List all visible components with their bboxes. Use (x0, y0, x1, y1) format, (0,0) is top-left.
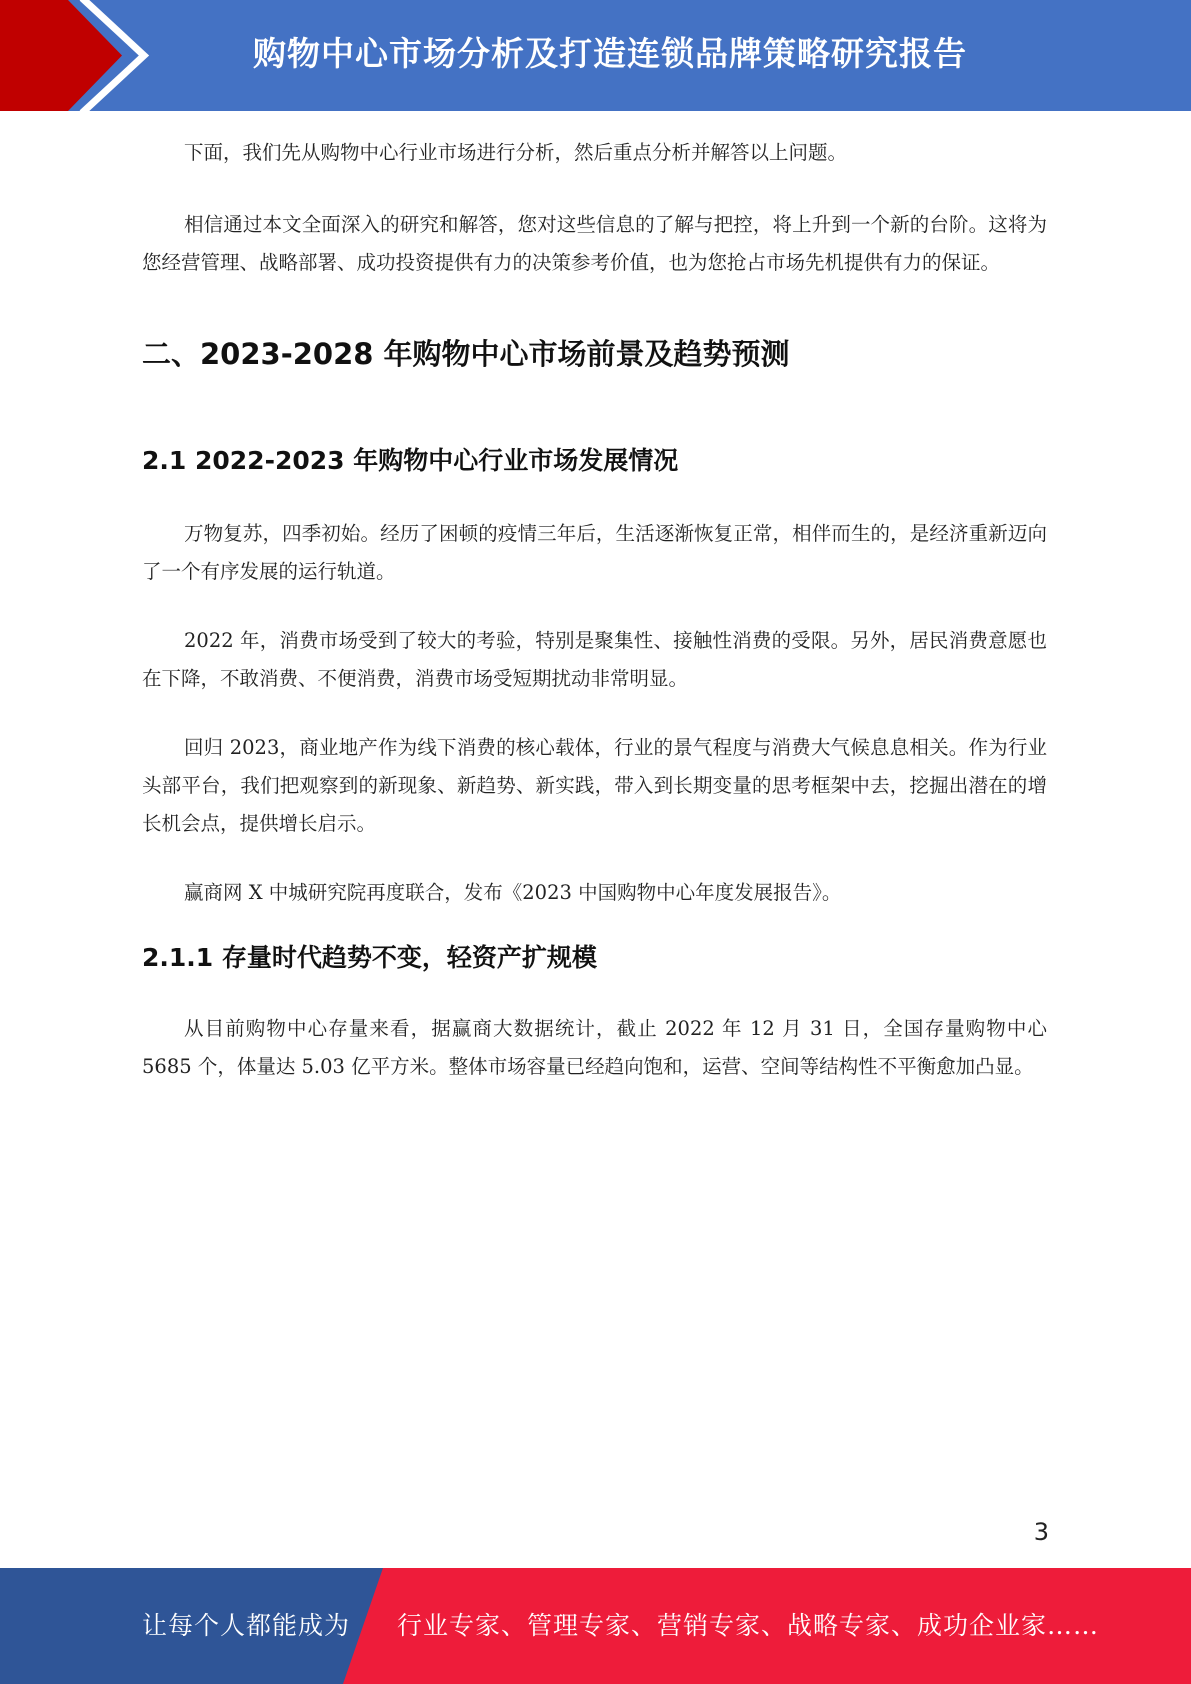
subsection-heading-2-1: 2.1 2022-2023 年购物中心行业市场发展情况 (142, 446, 679, 475)
page-body (142, 134, 1047, 1086)
paragraph-recovery: 万物复苏，四季初始。经历了困顿的疫情三年后，生活逐渐恢复正常，相伴而生的，是经济重新迈向了一个有序发展的运行轨道。 (142, 522, 1047, 583)
intro-paragraph-2: 相信通过本文全面深入的研究和解答，您对这些信息的了解与把控，将上升到一个新的台阶。这将为您经营管理、战略部署、成功投资提供有力的决策参考价值，也为您抢占市场先机提供有力的保证。 (142, 213, 1047, 274)
paragraph-report-release: 赢商网 X 中城研究院再度联合，发布《2023 中国购物中心年度发展报告》。 (184, 881, 842, 904)
paragraph-2023-commercial: 回归 2023，商业地产作为线下消费的核心载体，行业的景气程度与消费大气候息息相关。作为行业头部平台，我们把观察到的新现象、新趋势、新实践，带入到长期变量的思考框架中去，挖掘出潜在的增长机会点，提供增长启示。 (142, 736, 1047, 835)
subsection-heading-2-1-1: 2.1.1 存量时代趋势不变，轻资产扩规模 (142, 943, 597, 972)
intro-paragraph-1: 下面，我们先从购物中心行业市场进行分析，然后重点分析并解答以上问题。 (184, 141, 848, 164)
footer-slogan-right: 行业专家、管理专家、营销专家、战略专家、成功企业家…… (397, 1611, 1100, 1640)
page-number: 3 (1033, 1518, 1049, 1546)
report-header (0, 0, 1191, 111)
paragraph-stock-statistics: 从目前购物中心存量来看，据赢商大数据统计，截止 2022 年 12 月 31 日，全国存量购物中心 5685 个，体量达 5.03 亿平方米。整体市场容量已经趋向饱和，运营、空间等结构性不平衡愈加凸显。 (142, 1017, 1047, 1078)
paragraph-2022-consumption: 2022 年，消费市场受到了较大的考验，特别是聚集性、接触性消费的受限。另外，居民消费意愿也在下降，不敢消费、不便消费，消费市场受短期扰动非常明显。 (142, 629, 1047, 690)
footer-slogan-left: 让每个人都能成为 (142, 1611, 351, 1640)
report-title: 购物中心市场分析及打造连锁品牌策略研究报告 (253, 34, 967, 73)
section-heading: 二、2023-2028 年购物中心市场前景及趋势预测 (142, 337, 790, 371)
report-footer (0, 1568, 1191, 1684)
